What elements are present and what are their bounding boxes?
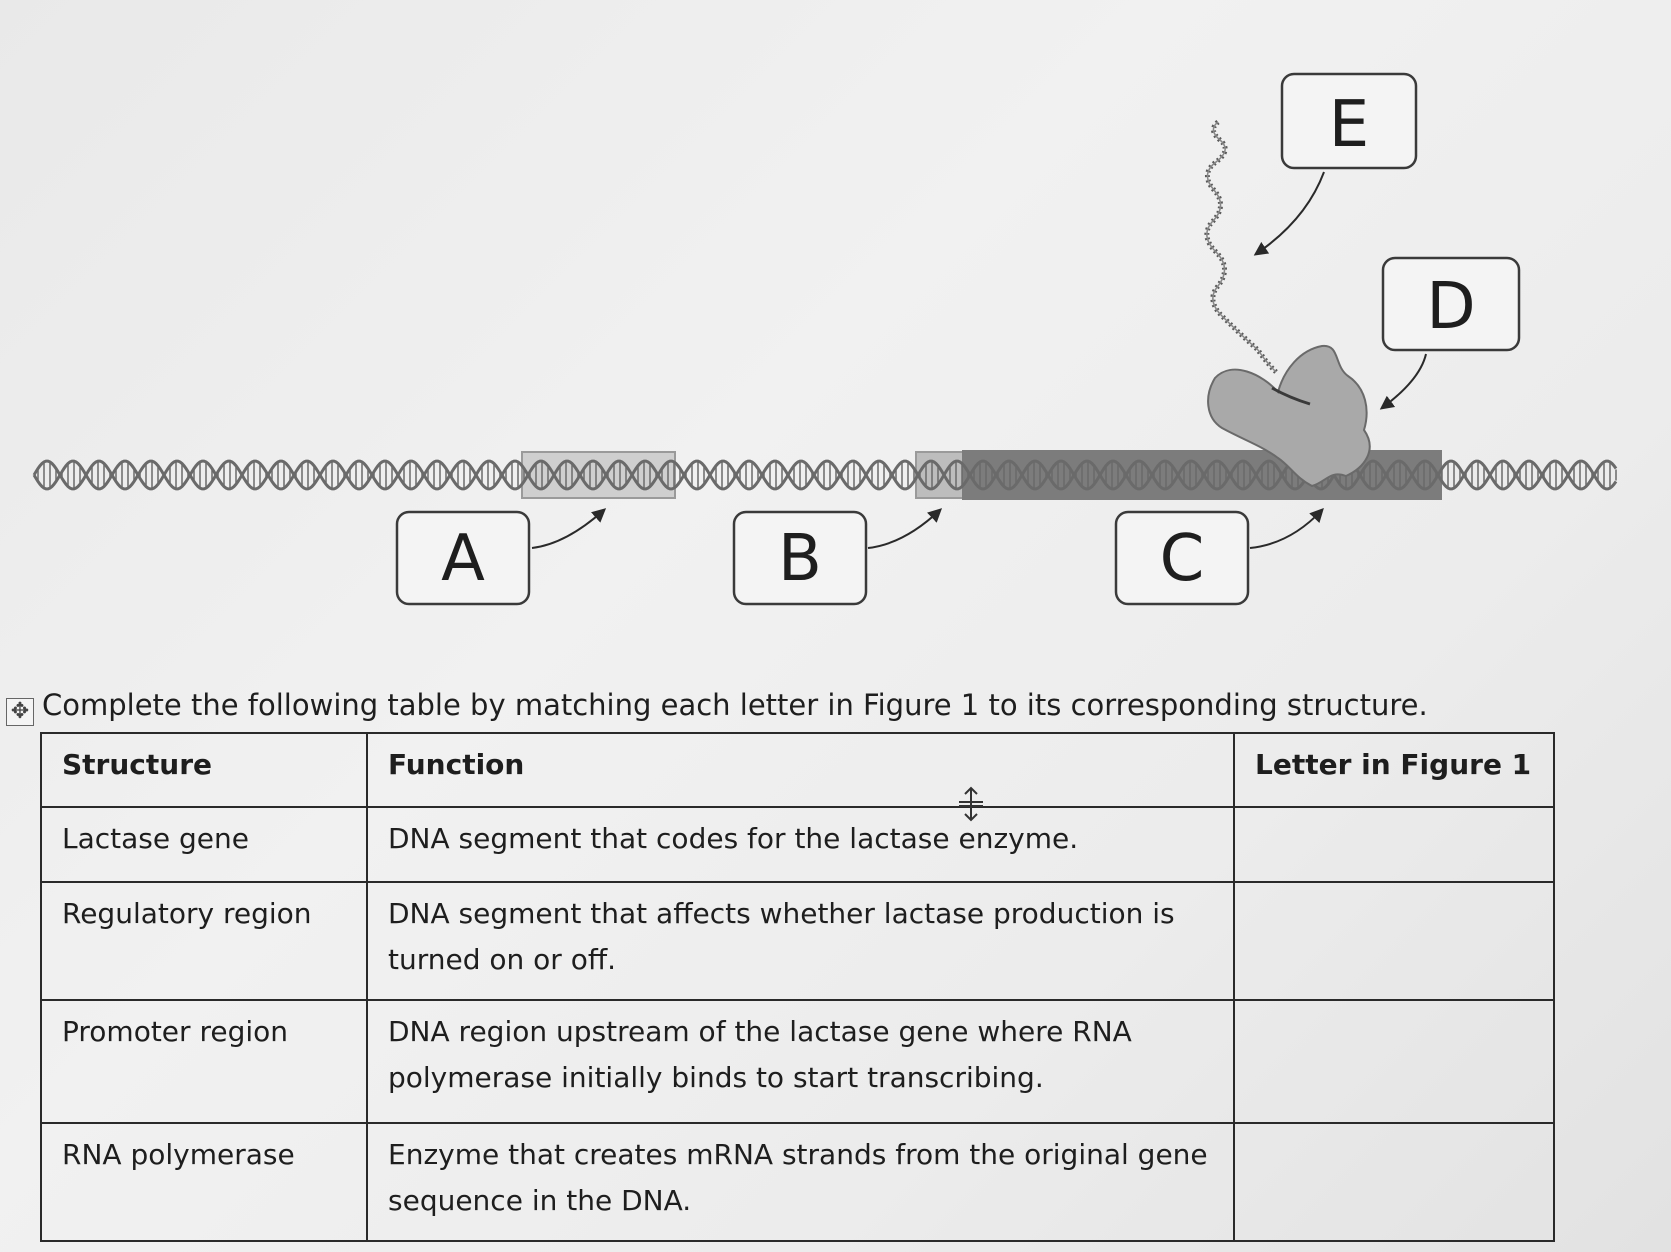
letter-input-cell[interactable] — [1234, 807, 1554, 882]
structure-cell: Promoter region — [41, 1000, 367, 1122]
arrow-a — [532, 510, 604, 548]
table-header-row — [41, 733, 1554, 807]
label-e-text: E — [1328, 88, 1370, 162]
arrow-b — [868, 510, 940, 548]
label-d — [1383, 258, 1519, 350]
table-row — [41, 807, 1554, 882]
label-a-text: A — [441, 522, 485, 596]
function-cell: DNA region upstream of the lactase gene where RNA polymerase initially binds to start transcribing. — [367, 1000, 1234, 1122]
label-b-text: B — [778, 522, 822, 596]
label-c-text: C — [1159, 522, 1205, 596]
region-b-shade — [916, 452, 966, 498]
table-row — [41, 1123, 1554, 1241]
table-row — [41, 882, 1554, 1000]
label-c — [1116, 512, 1248, 604]
structure-cell: RNA polymerase — [41, 1123, 367, 1241]
label-a — [397, 512, 529, 604]
label-d-text: D — [1426, 270, 1476, 344]
header-structure: Structure — [41, 733, 367, 807]
matching-table — [40, 732, 1555, 1242]
letter-input-cell[interactable] — [1234, 1000, 1554, 1122]
label-e — [1282, 74, 1416, 168]
table-move-handle-icon[interactable]: ✥ — [6, 698, 34, 726]
arrow-d — [1382, 354, 1426, 408]
function-cell: Enzyme that creates mRNA strands from the original gene sequence in the DNA. — [367, 1123, 1234, 1241]
arrow-e — [1256, 172, 1324, 254]
structure-cell: Regulatory region — [41, 882, 367, 1000]
arrow-c — [1250, 510, 1322, 548]
header-letter: Letter in Figure 1 — [1234, 733, 1554, 807]
letter-input-cell[interactable] — [1234, 882, 1554, 1000]
function-cell: DNA segment that affects whether lactase production is turned on or off. — [367, 882, 1234, 1000]
structure-cell: Lactase gene — [41, 807, 367, 882]
table-row — [41, 1000, 1554, 1122]
region-a-shade — [522, 452, 675, 498]
letter-input-cell[interactable] — [1234, 1123, 1554, 1241]
row-resize-cursor-icon — [956, 786, 986, 822]
instruction-text: Complete the following table by matching each letter in Figure 1 to its corresponding structure. — [42, 688, 1428, 722]
label-b — [734, 512, 866, 604]
header-function: Function — [367, 733, 1234, 807]
function-cell: DNA segment that codes for the lactase enzyme. — [367, 807, 1234, 882]
